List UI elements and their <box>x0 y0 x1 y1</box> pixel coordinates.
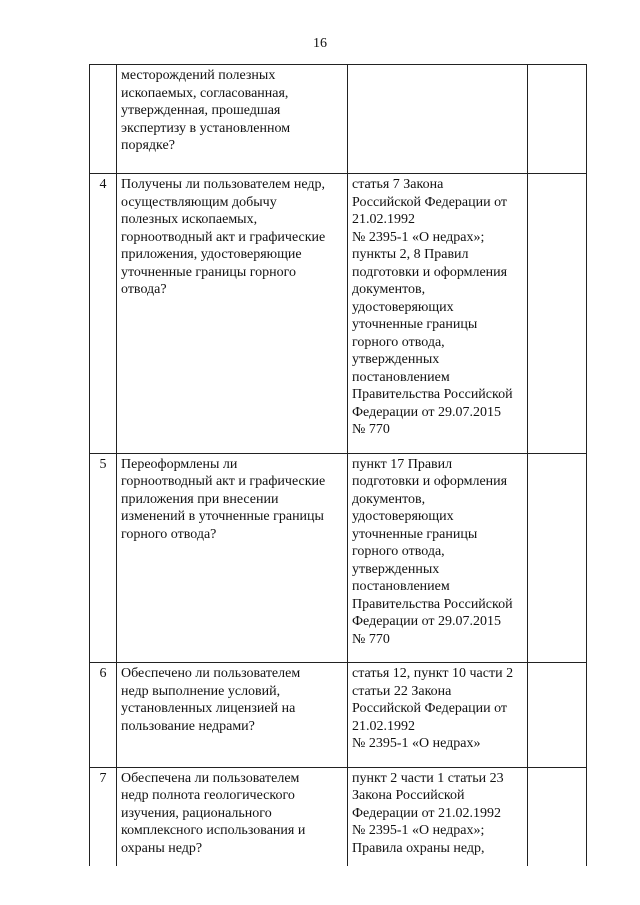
table-row <box>90 65 587 174</box>
page-number: 16 <box>313 36 327 51</box>
answer-cell <box>528 65 587 174</box>
question-cell: Получены ли пользователем недр, осуществляющим добычу полезных ископаемых, горноотводный акт и графические приложения, удостоверяющие уточненные границы горного отвода? <box>117 174 348 454</box>
reference-cell: статья 12, пункт 10 части 2 статьи 22 Закона Российской Федерации от 21.02.1992 № 2395-1 «О недрах» <box>348 663 528 768</box>
question-cell: месторождений полезных ископаемых, согласованная, утвержденная, прошедшая экспертизу в установленном порядке? <box>117 65 348 174</box>
answer-cell <box>528 767 587 866</box>
question-cell: Обеспечена ли пользователем недр полнота геологического изучения, рационального комплексного использования и охраны недр? <box>117 767 348 866</box>
row-number <box>90 65 117 174</box>
table-row <box>90 453 587 663</box>
answer-cell <box>528 174 587 454</box>
table-row <box>90 767 587 866</box>
row-number: 5 <box>90 453 117 663</box>
question-cell: Переоформлены ли горноотводный акт и графические приложения при внесении изменений в уточненные границы горного отвода? <box>117 453 348 663</box>
row-number: 7 <box>90 767 117 866</box>
reference-cell: статья 7 Закона Российской Федерации от 21.02.1992 № 2395-1 «О недрах»; пункты 2, 8 Правил подготовки и оформления документов, удостоверяющих уточненные границы горного отвода, утвержденных постановлением Правительства Российской Федерации от 29.07.2015 № 770 <box>348 174 528 454</box>
table-row <box>90 663 587 768</box>
row-number: 4 <box>90 174 117 454</box>
table-row <box>90 174 587 454</box>
reference-cell: пункт 17 Правил подготовки и оформления документов, удостоверяющих уточненные границы горного отвода, утвержденных постановлением Правительства Российской Федерации от 29.07.2015 № 770 <box>348 453 528 663</box>
checklist-table <box>89 64 587 866</box>
reference-cell: пункт 2 части 1 статьи 23 Закона Российской Федерации от 21.02.1992 № 2395-1 «О недрах»; Правила охраны недр, <box>348 767 528 866</box>
question-cell: Обеспечено ли пользователем недр выполнение условий, установленных лицензией на пользование недрами? <box>117 663 348 768</box>
row-number: 6 <box>90 663 117 768</box>
answer-cell <box>528 453 587 663</box>
answer-cell <box>528 663 587 768</box>
reference-cell <box>348 65 528 174</box>
